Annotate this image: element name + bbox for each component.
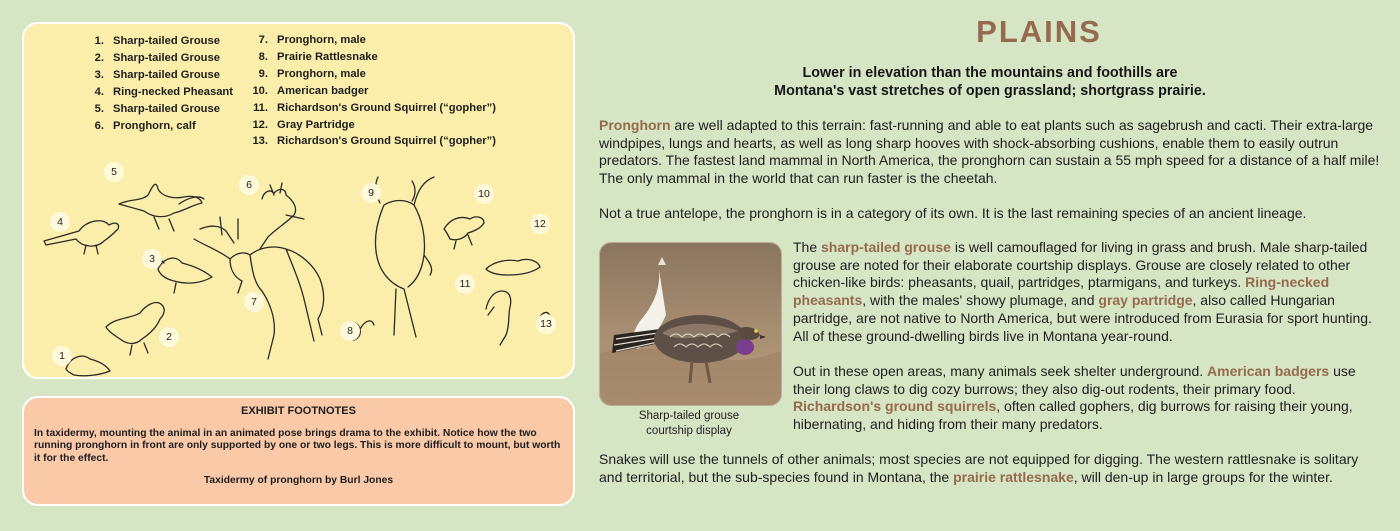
grouse-outline-5 <box>119 184 202 231</box>
pronghorn-male-outline-7 <box>194 217 324 359</box>
diagram-marker: 3 <box>142 249 162 269</box>
antelope-paragraph: Not a true antelope, the pronghorn is in a category of its own. It is the last remaining species of an ancient lineage. <box>599 205 1307 221</box>
page-title: PLAINS <box>976 14 1102 49</box>
grouse-outline-3 <box>156 255 212 293</box>
diagram-marker: 13 <box>536 314 556 334</box>
pronghorn-calf-outline <box>260 183 304 249</box>
animal-key-panel <box>22 22 575 379</box>
diagram-marker: 5 <box>104 162 124 182</box>
partridge-outline <box>486 259 540 275</box>
diagram-marker: 8 <box>340 321 360 341</box>
prairie-rattlesnake-highlight: prairie rattlesnake <box>953 468 1074 485</box>
photo-caption: Sharp-tailed grouse courtship display <box>638 410 740 437</box>
grouse-photo <box>599 242 782 406</box>
badger-outline <box>444 217 484 249</box>
diagram-marker: 12 <box>530 214 550 234</box>
key-item: 11. Richardson's Ground Squirrel (“gopher”) <box>253 101 496 114</box>
snake-paragraph: Snakes will use the tunnels of other animals; most species are not equipped for digging. The western rattlesnake is solitary and territorial, but the sub-species found in Montana, the prairie rattlesnake, will den-up in large groups for the winter. <box>599 451 1359 485</box>
key-item: 6. Pronghorn, calf <box>94 119 196 132</box>
exhibit-footnotes-panel <box>22 396 575 506</box>
diagram-marker: 9 <box>361 183 381 203</box>
key-item: 4. Ring-necked Pheasant <box>94 85 233 98</box>
footnotes-credit: Taxidermy of pronghorn by Burl Jones <box>203 475 394 487</box>
pronghorn-highlight: Pronghorn <box>599 117 671 133</box>
pronghorn-male-outline-9 <box>375 177 434 337</box>
footnotes-title: EXHIBIT FOOTNOTES <box>241 405 356 417</box>
grouse-outline-1 <box>66 356 110 376</box>
badger-paragraph: Out in these open areas, many animals seek shelter underground. American badgers use their long claws to dig cozy burrows; they also dig-out rodents, their primary food. Richardson's ground squirrels, often called gophers, dig burrows for raising their young, hibernating, and hiding from their many predators. <box>793 363 1356 433</box>
american-badgers-highlight: American badgers <box>1207 363 1330 379</box>
footnotes-body: In taxidermy, mounting the animal in an animated pose brings drama to the exhibit. Notice how the two running pronghorn in front are only supported by one or two legs. This is more difficult to mount, but worth it for the effect. <box>34 428 561 464</box>
key-item: 5. Sharp-tailed Grouse <box>94 102 220 115</box>
key-item: 7. Pronghorn, male <box>258 34 366 46</box>
key-item: 1. Sharp-tailed Grouse <box>94 35 220 47</box>
sharp-tailed-grouse-highlight: sharp-tailed grouse <box>821 239 951 255</box>
diagram-marker: 11 <box>455 274 475 294</box>
key-item: 8. Prairie Rattlesnake <box>258 50 378 63</box>
diagram-marker: 4 <box>50 212 70 232</box>
key-list-right <box>247 32 496 150</box>
key-item: 12. Gray Partridge <box>252 118 355 131</box>
key-item: 3. Sharp-tailed Grouse <box>94 68 220 81</box>
ground-squirrel-outline-11 <box>486 291 511 345</box>
key-item: 9. Pronghorn, male <box>258 67 366 80</box>
key-list-left <box>84 33 233 134</box>
grouse-outline-2 <box>106 303 164 355</box>
page-subtitle: Lower in elevation than the mountains and foothills are Montana's vast stretches of open grassland; shortgrass prairie. <box>774 65 1206 99</box>
key-item: 2. Sharp-tailed Grouse <box>94 51 220 64</box>
ground-squirrels-highlight: Richardson's ground squirrels <box>793 398 997 415</box>
grouse-courtship-image <box>600 243 781 405</box>
key-item: 10. American badger <box>252 84 369 97</box>
diagram-marker: 7 <box>244 292 264 312</box>
diagram-marker: 10 <box>474 184 494 204</box>
gray-partridge-highlight: gray partridge <box>1098 292 1193 309</box>
pronghorn-paragraph: Pronghorn are well adapted to this terrain: fast-running and able to eat plants such as sagebrush and cacti. Their extra-large windpipes, lungs and hearts, as well as long sharp hooves with shock-absorbing cushions, enable them to easily outrun predators. The fastest land mammal in North America, the pronghorn can sustain a 55 mph speed for a distance of a half mile! The only mammal in the world that can run faster is the cheetah. <box>599 117 1380 187</box>
pronghorn-horn-9 <box>412 181 415 201</box>
ring-necked-pheasants-highlight: Ring-necked pheasants <box>793 274 1330 309</box>
diagram-marker: 6 <box>239 175 259 195</box>
diagram-marker: 1 <box>52 346 72 366</box>
diagram-marker: 2 <box>159 327 179 347</box>
grouse-paragraph: The sharp-tailed grouse is well camouflaged for living in grass and brush. Male sharp-tailed grouse are noted for their elaborate courtship displays. Grouse are closely related to other chicken-like birds: pheasants, quail, partridges, ptarmigans, and turkeys. Ring-necked pheasants, with the males' showy plumage, and gray partridge, also called Hungarian partridge, are not native to North America, but were introduced from Eurasia for sport hunting. All of these ground-dwelling birds live in Montana year-round. <box>793 239 1372 344</box>
key-item: 13. Richardson's Ground Squirrel (“gopher”) <box>252 135 496 148</box>
